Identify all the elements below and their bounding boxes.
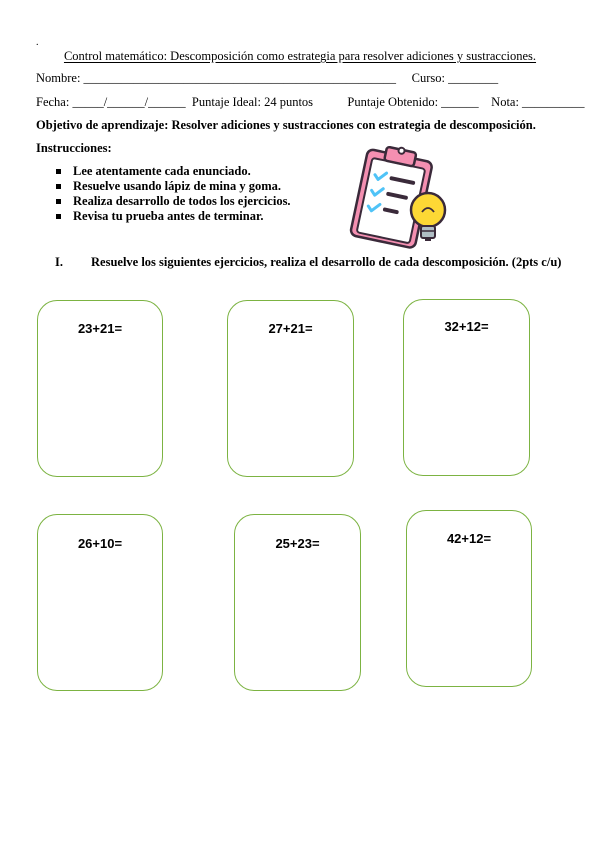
instruction-item xyxy=(56,209,291,224)
exercise-expression: 42+12= xyxy=(446,531,492,546)
bullet-icon xyxy=(56,169,61,174)
exercise-expression: 23+21= xyxy=(77,321,123,336)
exercise-expression: 32+12= xyxy=(444,319,489,334)
section-number: I. xyxy=(55,255,63,269)
instruction-item xyxy=(56,179,291,194)
exercise-box[interactable] xyxy=(37,514,163,691)
date-score-line: Fecha: _____/______/______ Puntaje Ideal: 24 puntos Puntaje Obtenido: ______ Nota: __________ xyxy=(36,95,585,109)
name-course-line: Nombre: __________________________________________________ Curso: ________ xyxy=(36,71,499,85)
instruction-text: Revisa tu prueba antes de terminar. xyxy=(73,209,264,223)
section-text: Resuelve los siguientes ejercicios, realiza el desarrollo de cada descomposición. (2pts c/u) xyxy=(91,255,562,269)
instruction-text: Resuelve usando lápiz de mina y goma. xyxy=(73,179,282,193)
instructions-heading: Instrucciones: xyxy=(36,141,112,155)
instruction-text: Realiza desarrollo de todos los ejercicios. xyxy=(73,194,291,208)
worksheet-title: Control matemático: Descomposición como estrategia para resolver adiciones y sustracciones. xyxy=(63,49,537,63)
section-one-heading xyxy=(55,255,561,270)
exercise-expression: 25+23= xyxy=(275,536,320,551)
stray-dot: . xyxy=(36,37,39,48)
instruction-item xyxy=(56,194,291,209)
bullet-icon xyxy=(56,214,61,219)
instruction-item xyxy=(56,164,291,179)
bullet-icon xyxy=(56,199,61,204)
bullet-icon xyxy=(56,184,61,189)
instruction-text: Lee atentamente cada enunciado. xyxy=(73,164,251,178)
clipboard-checklist-lightbulb-icon xyxy=(328,140,452,250)
exercise-box[interactable] xyxy=(234,514,361,691)
exercise-box[interactable] xyxy=(227,300,354,477)
exercise-expression: 27+21= xyxy=(268,321,313,336)
exercise-box[interactable] xyxy=(406,510,532,687)
exercise-box[interactable] xyxy=(403,299,530,476)
learning-objective: Objetivo de aprendizaje: Resolver adiciones y sustracciones con estrategia de descomposición. xyxy=(36,118,536,132)
exercise-box[interactable] xyxy=(37,300,163,477)
exercise-expression: 26+10= xyxy=(77,536,123,551)
instructions-list xyxy=(56,164,291,224)
